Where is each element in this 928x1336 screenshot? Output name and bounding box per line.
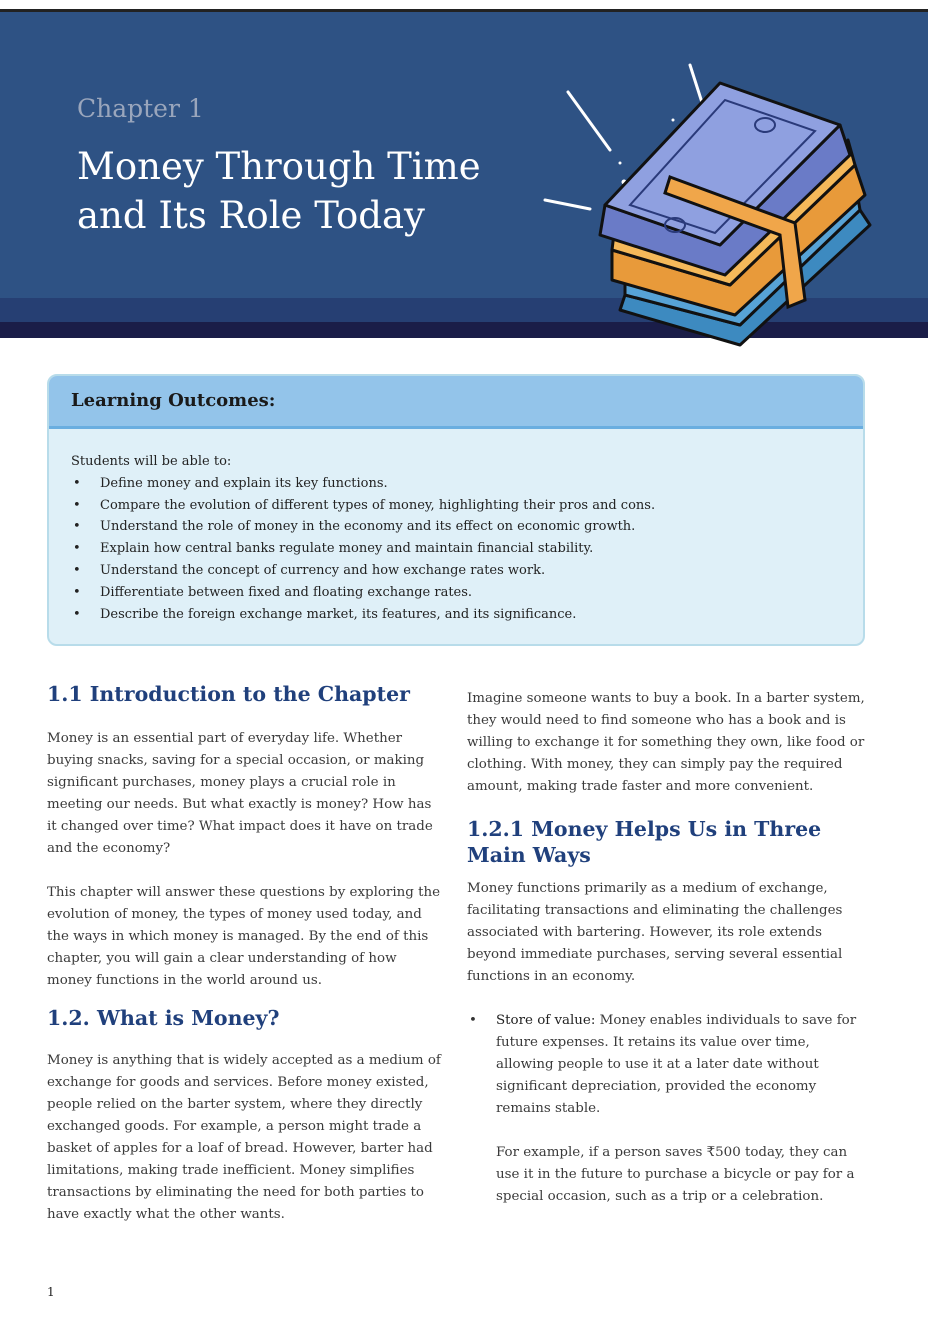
list-item: • Describe the foreign exchange market, its features, and its significance. bbox=[71, 604, 841, 626]
list-item: • Understand the concept of currency and how exchange rates work. bbox=[71, 560, 841, 582]
title-line: Money Through Time bbox=[77, 145, 481, 188]
learning-outcomes-list bbox=[71, 473, 841, 626]
chapter-title bbox=[77, 142, 481, 240]
learning-outcomes-heading: Learning Outcomes: bbox=[49, 376, 863, 429]
learning-outcomes-intro: Students will be able to: bbox=[71, 454, 232, 469]
paragraph: For example, if a person saves ₹500 today, they can use it in the future to purchase a bicycle or pay for a special occasion, such as a trip or a celebration. bbox=[496, 1145, 855, 1204]
right-column bbox=[467, 688, 865, 1230]
title-line: and Its Role Today bbox=[77, 194, 425, 237]
paragraph: Money functions primarily as a medium of exchange, facilitating transactions and eliminating the challenges associated with bartering. However, its role extends beyond immediate purchases, serving several essential functions in an economy. bbox=[467, 881, 843, 984]
paragraph: Imagine someone wants to buy a book. In a barter system, they would need to find someone who has a book and is willing to exchange it for something they own, like food or clothing. With money, they can simply pay the required amount, making trade faster and more convenient. bbox=[467, 691, 865, 794]
page-number: 1 bbox=[47, 1285, 55, 1299]
paragraph: Money is anything that is widely accepted as a medium of exchange for goods and services. Before money existed, people relied on the barter system, where they directly exchanged goods. For example, a person might trade a basket of apples for a loaf of bread. However, barter had limitations, making trade inefficient. Money simplifies transactions by eliminating the need for both parties to have exactly what the other wants. bbox=[47, 1053, 441, 1222]
list-item: • Understand the role of money in the economy and its effect on economic growth. bbox=[71, 516, 841, 538]
bullet-text: Money enables individuals to save for future expenses. It retains its value over time, allowing people to use it at a later date without significant depreciation, provided the economy remains stable. bbox=[496, 1013, 857, 1116]
left-column bbox=[47, 680, 445, 1248]
list-item: • Explain how central banks regulate money and maintain financial stability. bbox=[71, 538, 841, 560]
bullet-label: Store of value: bbox=[496, 1013, 596, 1028]
subsection-heading: 1.2.1 Money Helps Us in Three Main Ways bbox=[467, 817, 822, 867]
list-item: • Differentiate between fixed and floating exchange rates. bbox=[71, 582, 841, 604]
paragraph: Money is an essential part of everyday life. Whether buying snacks, saving for a special occasion, or making significant purchases, money plays a crucial role in meeting our needs. But what exactly is money? How has it changed over time? What impact does it have on trade and the economy? bbox=[47, 731, 433, 856]
section-heading: 1.1 Introduction to the Chapter bbox=[47, 682, 410, 706]
list-item: • Compare the evolution of different types of money, highlighting their pros and cons. bbox=[71, 495, 841, 517]
section-heading: 1.2. What is Money? bbox=[47, 1006, 280, 1030]
list-item: • Define money and explain its key functions. bbox=[71, 473, 841, 495]
learning-outcomes-box bbox=[47, 374, 865, 646]
money-stack-icon bbox=[530, 55, 890, 375]
chapter-label: Chapter 1 bbox=[77, 94, 204, 123]
paragraph: This chapter will answer these questions by exploring the evolution of money, the types of money used today, and the ways in which money is managed. By the end of this chapter, you will gain a clear understanding of how money functions in the world around us. bbox=[47, 885, 441, 988]
bullet-store-of-value bbox=[467, 1010, 865, 1208]
